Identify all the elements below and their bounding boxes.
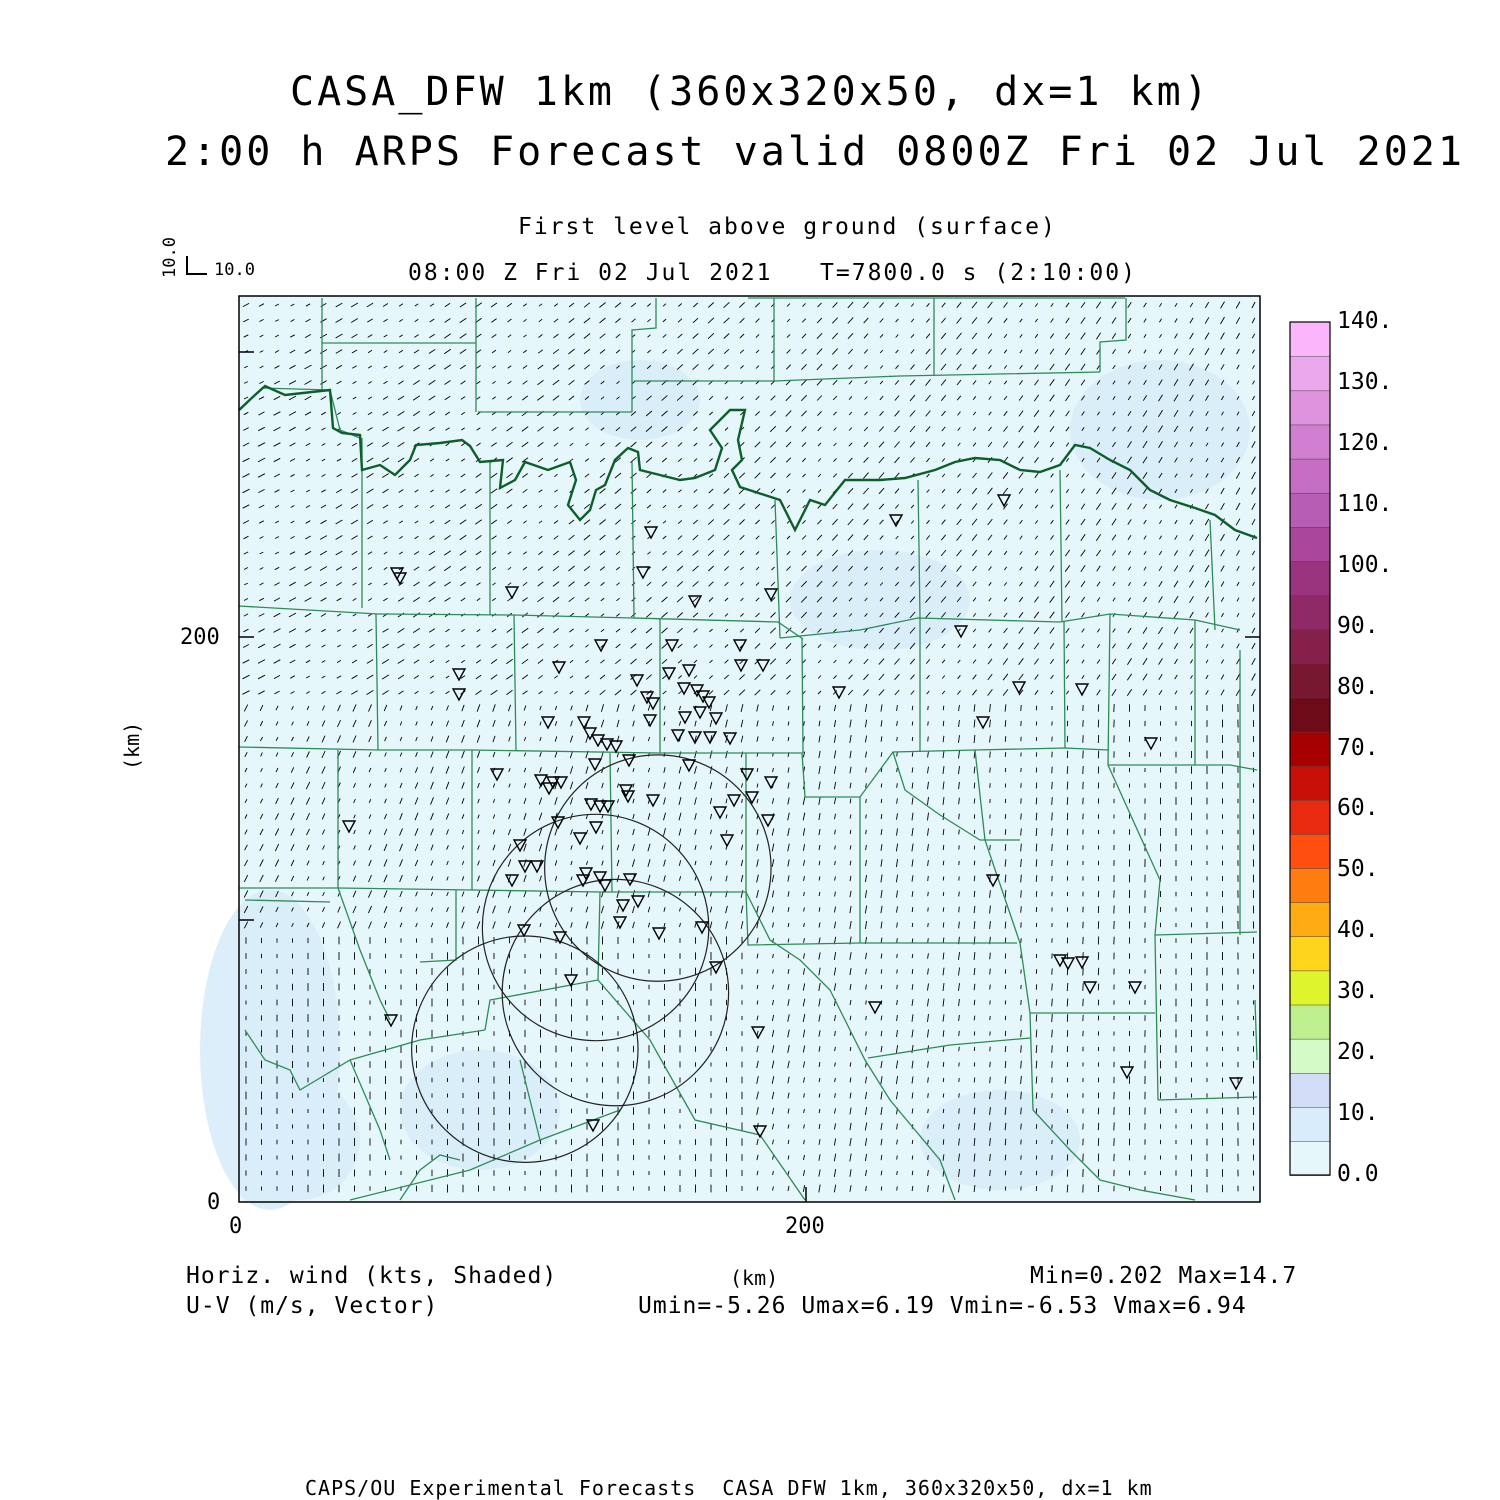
colorbar-swatch xyxy=(1290,527,1330,562)
shading-patch xyxy=(240,1080,360,1200)
wind-vector xyxy=(1052,1030,1053,1038)
wind-vector xyxy=(912,1140,913,1144)
wind-vector xyxy=(1052,828,1053,836)
wind-vector xyxy=(928,1125,929,1129)
wind-vector xyxy=(974,1016,975,1021)
wind-vector xyxy=(943,1124,944,1129)
wind-vector xyxy=(1005,1155,1006,1161)
wind-vector xyxy=(943,1078,944,1082)
y-tick-200: 200 xyxy=(180,625,220,650)
wind-vector xyxy=(943,1139,944,1144)
wind-vector xyxy=(928,908,929,912)
wind-vector xyxy=(866,1016,867,1020)
wind-vector xyxy=(897,737,898,741)
wind-vector xyxy=(1021,1061,1022,1069)
wind-vector xyxy=(881,784,882,788)
x-axis-label: (km) xyxy=(730,1266,779,1290)
wind-vector xyxy=(943,907,944,911)
colorbar-swatch xyxy=(1290,834,1330,869)
wind-vector xyxy=(1021,844,1022,852)
wind-vector xyxy=(1021,1045,1022,1052)
wind-vector xyxy=(943,877,944,881)
wind-vector xyxy=(943,861,944,866)
colorbar-swatch xyxy=(1290,970,1330,1005)
wind-vector xyxy=(1021,1030,1022,1037)
wind-vector xyxy=(928,1140,929,1144)
colorbar-swatch xyxy=(1290,629,1330,664)
wind-vector xyxy=(1067,782,1068,790)
title-line-1: CASA_DFW 1km (360x320x50, dx=1 km) xyxy=(290,69,1211,115)
wind-vector xyxy=(1052,782,1053,789)
wind-vector xyxy=(1036,1014,1037,1021)
wind-vector xyxy=(897,938,898,943)
wind-vector xyxy=(912,923,913,927)
wind-vector xyxy=(974,1093,975,1099)
wind-vector xyxy=(1005,1139,1006,1146)
wind-vector xyxy=(866,815,867,819)
colorbar xyxy=(1290,322,1330,1176)
wind-vector xyxy=(943,923,944,928)
field-label: Horiz. wind (kts, Shaded) xyxy=(186,1263,558,1289)
wind-vector xyxy=(1052,999,1053,1007)
wind-vector xyxy=(943,1094,944,1098)
wind-vector xyxy=(1067,1185,1068,1193)
wind-vector xyxy=(1067,983,1068,991)
shading-patch xyxy=(580,360,700,440)
credit-line: CAPS/OU Experimental Forecasts CASA DFW 1km, 360x320x50, dx=1 km xyxy=(305,1476,1153,1500)
wind-vector xyxy=(1021,906,1022,912)
colorbar-swatch xyxy=(1290,424,1330,459)
wind-vector xyxy=(1036,1092,1037,1098)
wind-vector xyxy=(928,1093,929,1098)
wind-vector xyxy=(1067,766,1068,774)
wind-vector xyxy=(1021,1108,1022,1115)
wind-vector xyxy=(974,891,975,897)
colorbar-label: 40. xyxy=(1337,917,1379,944)
wind-vector xyxy=(928,721,929,725)
colorbar-swatch xyxy=(1290,390,1330,425)
wind-vector xyxy=(912,737,913,741)
wind-vector xyxy=(1005,720,1006,727)
reference-vector-y-label: 10.0 xyxy=(160,237,180,278)
colorbar-swatch xyxy=(1290,458,1330,493)
wind-vector xyxy=(928,938,929,943)
wind-vector xyxy=(959,814,960,820)
colorbar-label: 20. xyxy=(1337,1039,1379,1066)
wind-vector xyxy=(912,939,913,943)
reference-vector-x-label: 10.0 xyxy=(214,260,255,280)
wind-vector xyxy=(943,1109,944,1113)
colorbar-swatch xyxy=(1290,595,1330,630)
wind-vector xyxy=(1067,999,1068,1007)
wind-vector xyxy=(1052,984,1053,991)
wind-vector xyxy=(1021,890,1022,897)
colorbar-swatch xyxy=(1290,1039,1330,1074)
vector-label: U-V (m/s, Vector) xyxy=(186,1293,439,1319)
wind-vector xyxy=(959,830,960,835)
wind-vector xyxy=(990,767,991,772)
wind-vector xyxy=(1036,1045,1037,1053)
wind-vector xyxy=(897,970,898,974)
wind-vector xyxy=(881,969,882,973)
wind-vector xyxy=(1036,999,1037,1005)
wind-vector xyxy=(959,1031,960,1036)
wind-vector xyxy=(990,1077,991,1083)
wind-vector xyxy=(881,799,882,803)
wind-vector xyxy=(1036,828,1037,836)
wind-vector xyxy=(1005,844,1006,851)
wind-vector xyxy=(912,954,913,958)
wind-vector xyxy=(928,923,929,927)
colorbar-swatch xyxy=(1290,322,1330,357)
wind-vector xyxy=(912,706,913,710)
colorbar-swatch xyxy=(1290,561,1330,596)
wind-vector xyxy=(943,706,944,711)
wind-vector xyxy=(1036,798,1037,805)
wind-vector xyxy=(1021,875,1022,883)
wind-vector xyxy=(943,845,944,850)
wind-vector xyxy=(959,1093,960,1097)
wind-vector xyxy=(1036,844,1037,852)
colorbar-label: 70. xyxy=(1337,734,1379,761)
wind-vector xyxy=(1021,813,1022,819)
uv-stats-label: Umin=-5.26 Umax=6.19 Vmin=-6.53 Vmax=6.94 xyxy=(638,1293,1247,1319)
colorbar-label: 130. xyxy=(1337,368,1393,395)
wind-vector xyxy=(1021,1015,1022,1021)
colorbar-label: 90. xyxy=(1337,612,1379,639)
wind-vector xyxy=(1021,828,1022,835)
colorbar-label: 10. xyxy=(1337,1100,1379,1127)
wind-vector xyxy=(990,1186,991,1191)
wind-vector xyxy=(990,1170,991,1176)
valid-time-label: 08:00 Z Fri 02 Jul 2021 T=7800.0 s (2:10:00) xyxy=(408,260,1137,286)
wind-vector xyxy=(850,830,851,834)
wind-vector xyxy=(1005,1061,1006,1068)
wind-vector xyxy=(1021,705,1022,711)
colorbar-swatch xyxy=(1290,902,1330,937)
wind-vector xyxy=(974,876,975,881)
level-label: First level above ground (surface) xyxy=(518,214,1057,240)
colorbar-label: 140. xyxy=(1337,308,1393,334)
wind-vector xyxy=(1036,1061,1037,1069)
wind-vector xyxy=(990,751,991,757)
wind-vector xyxy=(1052,1045,1053,1052)
wind-vector xyxy=(928,876,929,881)
wind-vector xyxy=(1005,736,1006,742)
wind-vector xyxy=(912,907,913,912)
colorbar-swatch xyxy=(1290,1141,1330,1176)
wind-vector xyxy=(990,860,991,866)
wind-vector xyxy=(897,1155,898,1159)
wind-vector xyxy=(1021,1124,1022,1130)
wind-vector xyxy=(990,845,991,850)
wind-vector xyxy=(928,706,929,710)
wind-vector xyxy=(1036,859,1037,866)
wind-vector xyxy=(897,783,898,788)
colorbar-label: 30. xyxy=(1337,978,1379,1005)
wind-vector xyxy=(912,1171,913,1175)
wind-vector xyxy=(943,892,944,896)
wind-vector xyxy=(990,1062,991,1067)
shading-patch xyxy=(400,1050,560,1170)
wind-vector xyxy=(912,752,913,756)
wind-vector xyxy=(1005,1046,1006,1052)
wind-vector xyxy=(1036,1076,1037,1083)
wind-vector xyxy=(866,1031,867,1035)
wind-vector xyxy=(974,799,975,804)
wind-vector xyxy=(912,969,913,974)
colorbar-swatch xyxy=(1290,936,1330,971)
y-axis-label: (km) xyxy=(120,721,144,770)
colorbar-label: 50. xyxy=(1337,856,1379,883)
wind-vector xyxy=(990,985,991,990)
wind-vector xyxy=(866,799,867,803)
colorbar-swatch xyxy=(1290,731,1330,766)
colorbar-label: 120. xyxy=(1337,429,1393,456)
wind-vector xyxy=(943,1062,944,1067)
wind-vector xyxy=(943,721,944,726)
colorbar-label: 80. xyxy=(1337,673,1379,700)
wind-vector xyxy=(1036,813,1037,821)
minmax-label: Min=0.202 Max=14.7 xyxy=(1030,1263,1298,1289)
wind-vector xyxy=(897,954,898,958)
x-tick-200: 200 xyxy=(785,1214,825,1239)
title-line-2: 2:00 h ARPS Forecast valid 0800Z Fri 02 Jul 2021 xyxy=(165,129,1465,175)
colorbar-swatch xyxy=(1290,356,1330,391)
wind-vector xyxy=(912,1156,913,1160)
wind-vector xyxy=(974,783,975,789)
wind-vector xyxy=(881,985,882,989)
colorbar-label: 60. xyxy=(1337,795,1379,822)
colorbar-swatch xyxy=(1290,663,1330,698)
wind-vector xyxy=(974,1000,975,1005)
wind-vector xyxy=(928,1155,929,1160)
wind-vector xyxy=(959,1047,960,1051)
wind-vector xyxy=(959,907,960,913)
wind-vector xyxy=(990,969,991,975)
wind-vector xyxy=(1052,844,1053,851)
wind-vector xyxy=(928,737,929,742)
wind-vector xyxy=(897,1171,898,1175)
wind-vector xyxy=(1067,797,1068,805)
wind-vector xyxy=(974,1078,975,1083)
colorbar-swatch xyxy=(1290,868,1330,903)
wind-vector xyxy=(1021,1092,1022,1100)
wind-vector xyxy=(974,861,975,866)
wind-vector xyxy=(850,1047,851,1051)
colorbar-swatch xyxy=(1290,1107,1330,1142)
wind-vector xyxy=(897,985,898,989)
wind-vector xyxy=(1052,813,1053,821)
wind-vector xyxy=(912,722,913,726)
wind-vector xyxy=(897,1186,898,1190)
wind-vector xyxy=(928,892,929,896)
wind-vector xyxy=(1036,875,1037,882)
colorbar-label: 0.0 xyxy=(1337,1161,1379,1187)
wind-vector xyxy=(897,753,898,757)
colorbar-label: 110. xyxy=(1337,490,1393,517)
colorbar-swatch xyxy=(1290,697,1330,732)
wind-vector xyxy=(1052,797,1053,805)
wind-vector xyxy=(959,892,960,897)
wind-vector xyxy=(1036,1030,1037,1038)
colorbar-swatch xyxy=(1290,800,1330,835)
wind-vector xyxy=(1052,1014,1053,1022)
wind-vector xyxy=(1005,829,1006,835)
x-tick-0: 0 xyxy=(229,1214,243,1239)
colorbar-swatch xyxy=(1290,1004,1330,1039)
wind-vector xyxy=(928,1109,929,1113)
colorbar-label: 100. xyxy=(1337,551,1393,578)
wind-vector xyxy=(959,1108,960,1113)
wind-vector xyxy=(897,768,898,772)
wind-vector xyxy=(881,1187,882,1191)
wind-vector xyxy=(1005,922,1006,929)
colorbar-swatch xyxy=(1290,493,1330,528)
wind-vector xyxy=(866,1000,867,1004)
colorbar-swatch xyxy=(1290,1073,1330,1108)
colorbar-swatch xyxy=(1290,766,1330,801)
wind-vector xyxy=(990,953,991,960)
y-tick-0: 0 xyxy=(207,1190,221,1215)
